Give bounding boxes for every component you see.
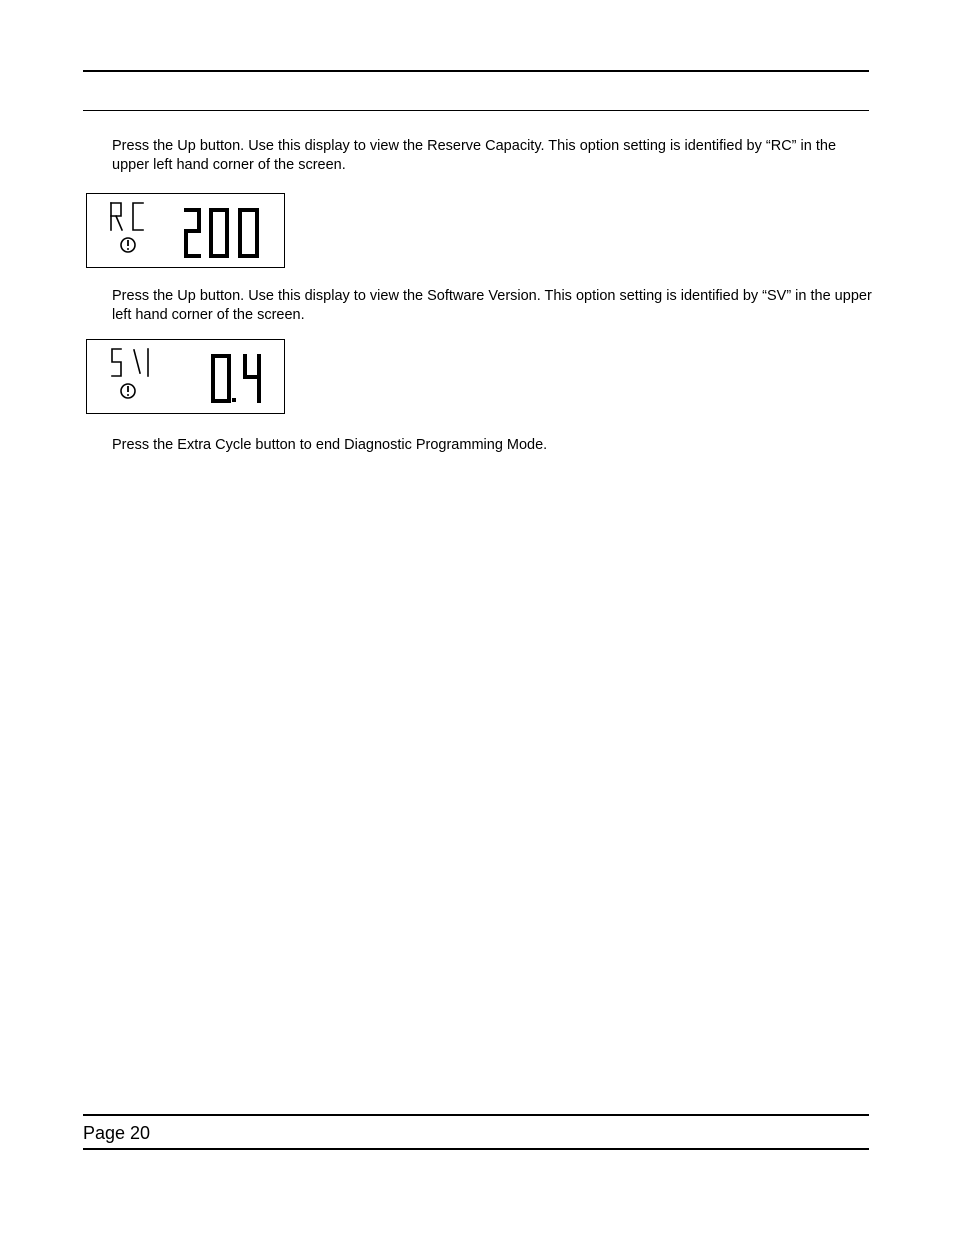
page-number: Page 20 bbox=[83, 1123, 151, 1143]
footer-rule-bottom bbox=[83, 1148, 869, 1150]
lcd-small-chars-rc bbox=[111, 203, 143, 230]
sv-instruction-paragraph: Press the Up button. Use this display to view the Software Version. This option setting is identified by “SV” in the upper left hand corner of the screen. bbox=[112, 288, 872, 323]
lcd-large-digits-sv bbox=[213, 356, 259, 401]
header-rule-bottom bbox=[83, 110, 869, 111]
lcd-small-chars-sv bbox=[112, 349, 148, 376]
lcd-segments-rc bbox=[87, 194, 286, 269]
header-rule-top bbox=[83, 70, 869, 72]
alert-circle-icon bbox=[121, 238, 135, 252]
lcd-display-reserve-capacity bbox=[86, 193, 285, 268]
lcd-large-digits-rc bbox=[186, 210, 257, 256]
exit-instruction-paragraph: Press the Extra Cycle button to end Diagnostic Programming Mode. bbox=[112, 437, 548, 453]
lcd-segments-sv bbox=[87, 340, 286, 415]
alert-circle-icon bbox=[121, 384, 135, 398]
lcd-display-software-version bbox=[86, 339, 285, 414]
rc-instruction-paragraph: Press the Up button. Use this display to view the Reserve Capacity. This option setting is identified by “RC” in the upper left hand corner of the screen. bbox=[112, 138, 837, 173]
footer-rule-top bbox=[83, 1114, 869, 1116]
lcd-decimal-point bbox=[232, 398, 236, 402]
